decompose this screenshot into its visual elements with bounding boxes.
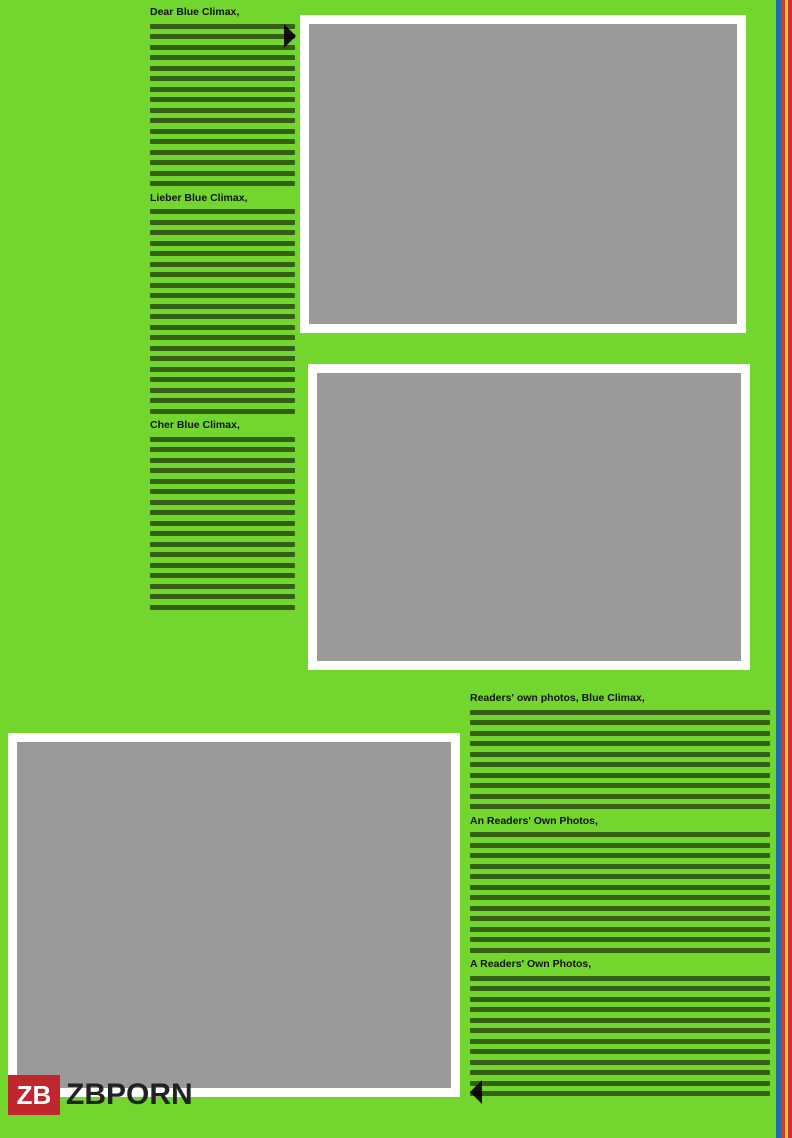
- text-line-redacted: [150, 251, 295, 256]
- text-line-redacted: [150, 377, 295, 382]
- text-line-redacted: [150, 97, 295, 102]
- letter-column-right: [470, 688, 770, 1102]
- text-line-redacted: [470, 885, 770, 890]
- text-line-redacted: [150, 45, 295, 50]
- text-line-redacted: [470, 864, 770, 869]
- text-line-redacted: [470, 906, 770, 911]
- text-line-redacted: [150, 479, 295, 484]
- text-line-redacted: [470, 916, 770, 921]
- text-line-redacted: [150, 76, 295, 81]
- text-line-redacted: [150, 129, 295, 134]
- text-line-redacted: [150, 209, 295, 214]
- text-line-redacted: [150, 500, 295, 505]
- text-line-redacted: [150, 108, 295, 113]
- text-line-redacted: [470, 874, 770, 879]
- text-line-redacted: [470, 773, 770, 778]
- text-line-redacted: [150, 304, 295, 309]
- text-line-redacted: [470, 927, 770, 932]
- photo-frame-2: [308, 364, 750, 670]
- text-line-redacted: [150, 314, 295, 319]
- text-line-redacted: [470, 710, 770, 715]
- text-line-redacted: [470, 720, 770, 725]
- text-line-redacted: [150, 398, 295, 403]
- text-line-redacted: [470, 752, 770, 757]
- text-line-redacted: [470, 948, 770, 953]
- letter-column-left: [150, 2, 295, 615]
- letter-greeting-en: Dear Blue Climax,: [150, 6, 240, 18]
- text-line-redacted: [470, 1091, 770, 1096]
- text-line-redacted: [150, 552, 295, 557]
- text-line-redacted: [150, 283, 295, 288]
- text-line-redacted: [150, 24, 295, 29]
- watermark-logo: [8, 1075, 193, 1115]
- text-line-redacted: [470, 1028, 770, 1033]
- letter-greeting-en-bottom: Readers' own photos, Blue Climax,: [470, 692, 645, 704]
- text-line-redacted: [470, 843, 770, 848]
- text-line-redacted: [470, 804, 770, 809]
- text-line-redacted: [150, 150, 295, 155]
- photo-placeholder: [317, 373, 741, 661]
- text-line-redacted: [150, 605, 295, 610]
- text-line-redacted: [470, 937, 770, 942]
- text-line-redacted: [150, 66, 295, 71]
- letter-greeting-fr: Cher Blue Climax,: [150, 419, 240, 431]
- text-line-redacted: [150, 542, 295, 547]
- text-line-redacted: [470, 1060, 770, 1065]
- photo-placeholder: [309, 24, 737, 324]
- text-line-redacted: [470, 783, 770, 788]
- text-line-redacted: [470, 1039, 770, 1044]
- text-line-redacted: [470, 1081, 770, 1086]
- text-line-redacted: [150, 584, 295, 589]
- photo-placeholder: [17, 742, 451, 1088]
- text-line-redacted: [470, 997, 770, 1002]
- text-line-redacted: [470, 1070, 770, 1075]
- text-line-redacted: [470, 895, 770, 900]
- text-line-redacted: [470, 1007, 770, 1012]
- text-line-redacted: [150, 356, 295, 361]
- text-line-redacted: [150, 272, 295, 277]
- text-line-redacted: [150, 118, 295, 123]
- text-line-redacted: [470, 853, 770, 858]
- text-line-redacted: [470, 731, 770, 736]
- magazine-edge-strip: [776, 0, 792, 1138]
- text-line-redacted: [470, 976, 770, 981]
- text-line-redacted: [150, 468, 295, 473]
- text-line-redacted: [150, 521, 295, 526]
- text-line-redacted: [150, 458, 295, 463]
- text-line-redacted: [150, 346, 295, 351]
- text-line-redacted: [470, 832, 770, 837]
- text-line-redacted: [470, 986, 770, 991]
- text-line-redacted: [150, 409, 295, 414]
- logo-name: ZBPORN: [66, 1078, 193, 1111]
- text-line-redacted: [470, 1018, 770, 1023]
- text-line-redacted: [150, 230, 295, 235]
- text-line-redacted: [150, 388, 295, 393]
- text-line-redacted: [470, 741, 770, 746]
- photo-frame-3: [8, 733, 460, 1097]
- text-line-redacted: [150, 563, 295, 568]
- letter-greeting-de-bottom: An Readers' Own Photos,: [470, 814, 598, 827]
- text-line-redacted: [150, 87, 295, 92]
- text-line-redacted: [150, 447, 295, 452]
- letter-greeting-de: Lieber Blue Climax,: [150, 191, 248, 204]
- text-line-redacted: [150, 594, 295, 599]
- logo-mark: ZB: [8, 1075, 60, 1115]
- text-line-redacted: [150, 437, 295, 442]
- text-line-redacted: [150, 160, 295, 165]
- text-line-redacted: [150, 262, 295, 267]
- text-line-redacted: [150, 531, 295, 536]
- text-line-redacted: [150, 510, 295, 515]
- text-line-redacted: [150, 220, 295, 225]
- letter-greeting-fr-bottom: A Readers' Own Photos,: [470, 958, 592, 970]
- text-line-redacted: [150, 241, 295, 246]
- photo-frame-1: [300, 15, 746, 333]
- text-line-redacted: [150, 573, 295, 578]
- text-line-redacted: [150, 181, 295, 186]
- text-line-redacted: [150, 489, 295, 494]
- text-line-redacted: [150, 34, 295, 39]
- text-line-redacted: [150, 139, 295, 144]
- text-line-redacted: [150, 293, 295, 298]
- text-line-redacted: [150, 335, 295, 340]
- text-line-redacted: [150, 55, 295, 60]
- text-line-redacted: [470, 762, 770, 767]
- text-line-redacted: [150, 325, 295, 330]
- text-line-redacted: [150, 367, 295, 372]
- text-line-redacted: [150, 171, 295, 176]
- text-line-redacted: [470, 1049, 770, 1054]
- text-line-redacted: [470, 794, 770, 799]
